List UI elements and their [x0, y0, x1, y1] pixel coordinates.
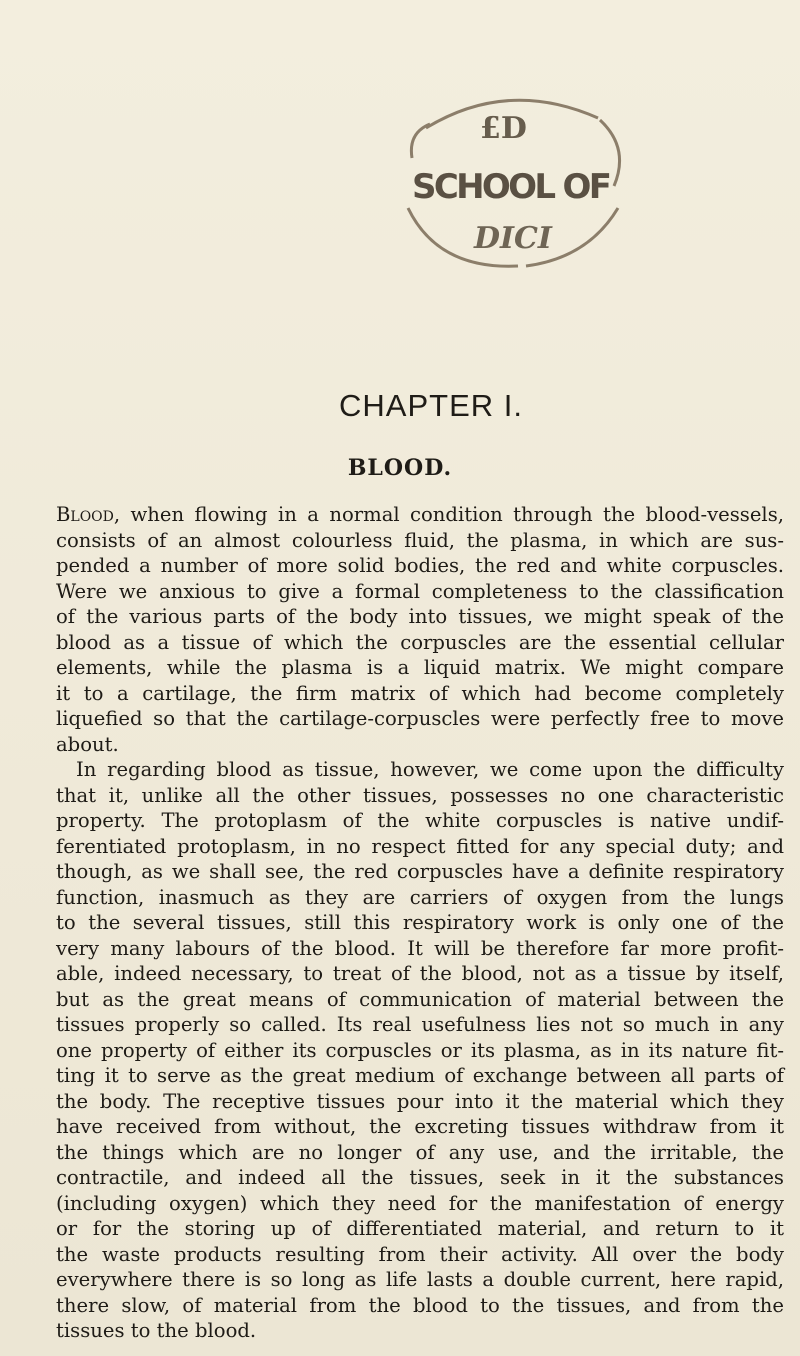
text-line: tissues to the blood.: [56, 1319, 257, 1342]
text-line: tissues properly so called. Its real usefulness lies not so much in any: [56, 1013, 784, 1036]
text-line: there slow, of material from the blood to the tissues, and from the: [56, 1293, 784, 1317]
text-line: Were we anxious to give a formal completeness to the classification: [56, 579, 784, 603]
library-stamp: [368, 88, 658, 288]
text-line: In regarding blood as tissue, however, we come upon the difficulty: [76, 758, 784, 781]
paragraph-lead-word: Blood: [56, 503, 114, 526]
text-line: have received from without, the excreting tissues withdraw from it: [56, 1115, 784, 1138]
text-line: property. The protoplasm of the white corpuscles is native undif-: [56, 809, 784, 832]
text-line: consists of an almost colourless fluid, the plasma, in which are sus-: [56, 528, 784, 552]
text-line: that it, unlike all the other tissues, possesses no one characteristic: [56, 783, 784, 807]
text-line: or for the storing up of differentiated material, and return to it: [56, 1217, 784, 1240]
text-line: it to a cartilage, the firm matrix of which had become completely: [56, 681, 784, 705]
text-line: ferentiated protoplasm, in no respect fitted for any special duty; and: [56, 834, 784, 858]
chapter-body: [56, 502, 784, 1344]
chapter-heading: CHAPTER I.: [339, 388, 523, 423]
chapter-title: BLOOD.: [347, 455, 453, 481]
text-line: contractile, and indeed all the tissues, seek in it the substances: [56, 1166, 784, 1189]
stamp-line-bottom: DICI: [474, 221, 552, 256]
text-line: able, indeed necessary, to treat of the blood, not as a tissue by itself,: [56, 962, 784, 985]
text-line: very many labours of the blood. It will be therefore far more profit-: [56, 936, 784, 960]
text-line: pended a number of more solid bodies, the red and white corpuscles.: [56, 554, 784, 577]
text-line: elements, while the plasma is a liquid matrix. We might compare: [56, 656, 784, 679]
paragraph-1-line-1-rest: , when flowing in a normal condition through the blood-vessels,: [113, 503, 784, 526]
text-line: function, inasmuch as they are carriers of oxygen from the lungs: [56, 885, 784, 909]
text-line: the body. The receptive tissues pour into it the material which they: [56, 1089, 784, 1113]
text-line: ting it to serve as the great medium of exchange between all parts of: [56, 1064, 784, 1087]
text-line: liquefied so that the cartilage-corpuscles were perfectly free to move: [56, 707, 784, 730]
text-line: one property of either its corpuscles or its plasma, as in its nature fit-: [56, 1038, 784, 1062]
text-line: everywhere there is so long as life lasts a double current, here rapid,: [56, 1268, 784, 1291]
text-line: but as the great means of communication of material between the: [56, 987, 784, 1011]
stamp-line-top: £D: [480, 111, 527, 146]
text-line: the waste products resulting from their activity. All over the body: [56, 1242, 784, 1266]
text-line: of the various parts of the body into tissues, we might speak of the: [56, 605, 784, 628]
library-stamp-seal: [368, 88, 658, 288]
paragraph-1-line-1: [56, 502, 784, 528]
text-line: about.: [56, 732, 119, 756]
text-line: (including oxygen) which they need for the manifestation of energy: [56, 1191, 784, 1215]
stamp-line-middle: SCHOOL OF: [412, 167, 612, 207]
text-line: the things which are no longer of any use, and the irritable, the: [56, 1140, 784, 1164]
text-line: blood as a tissue of which the corpuscles are the essential cellular: [56, 630, 784, 654]
text-line: to the several tissues, still this respiratory work is only one of the: [56, 911, 784, 934]
text-line: though, as we shall see, the red corpuscles have a definite respiratory: [56, 860, 784, 883]
